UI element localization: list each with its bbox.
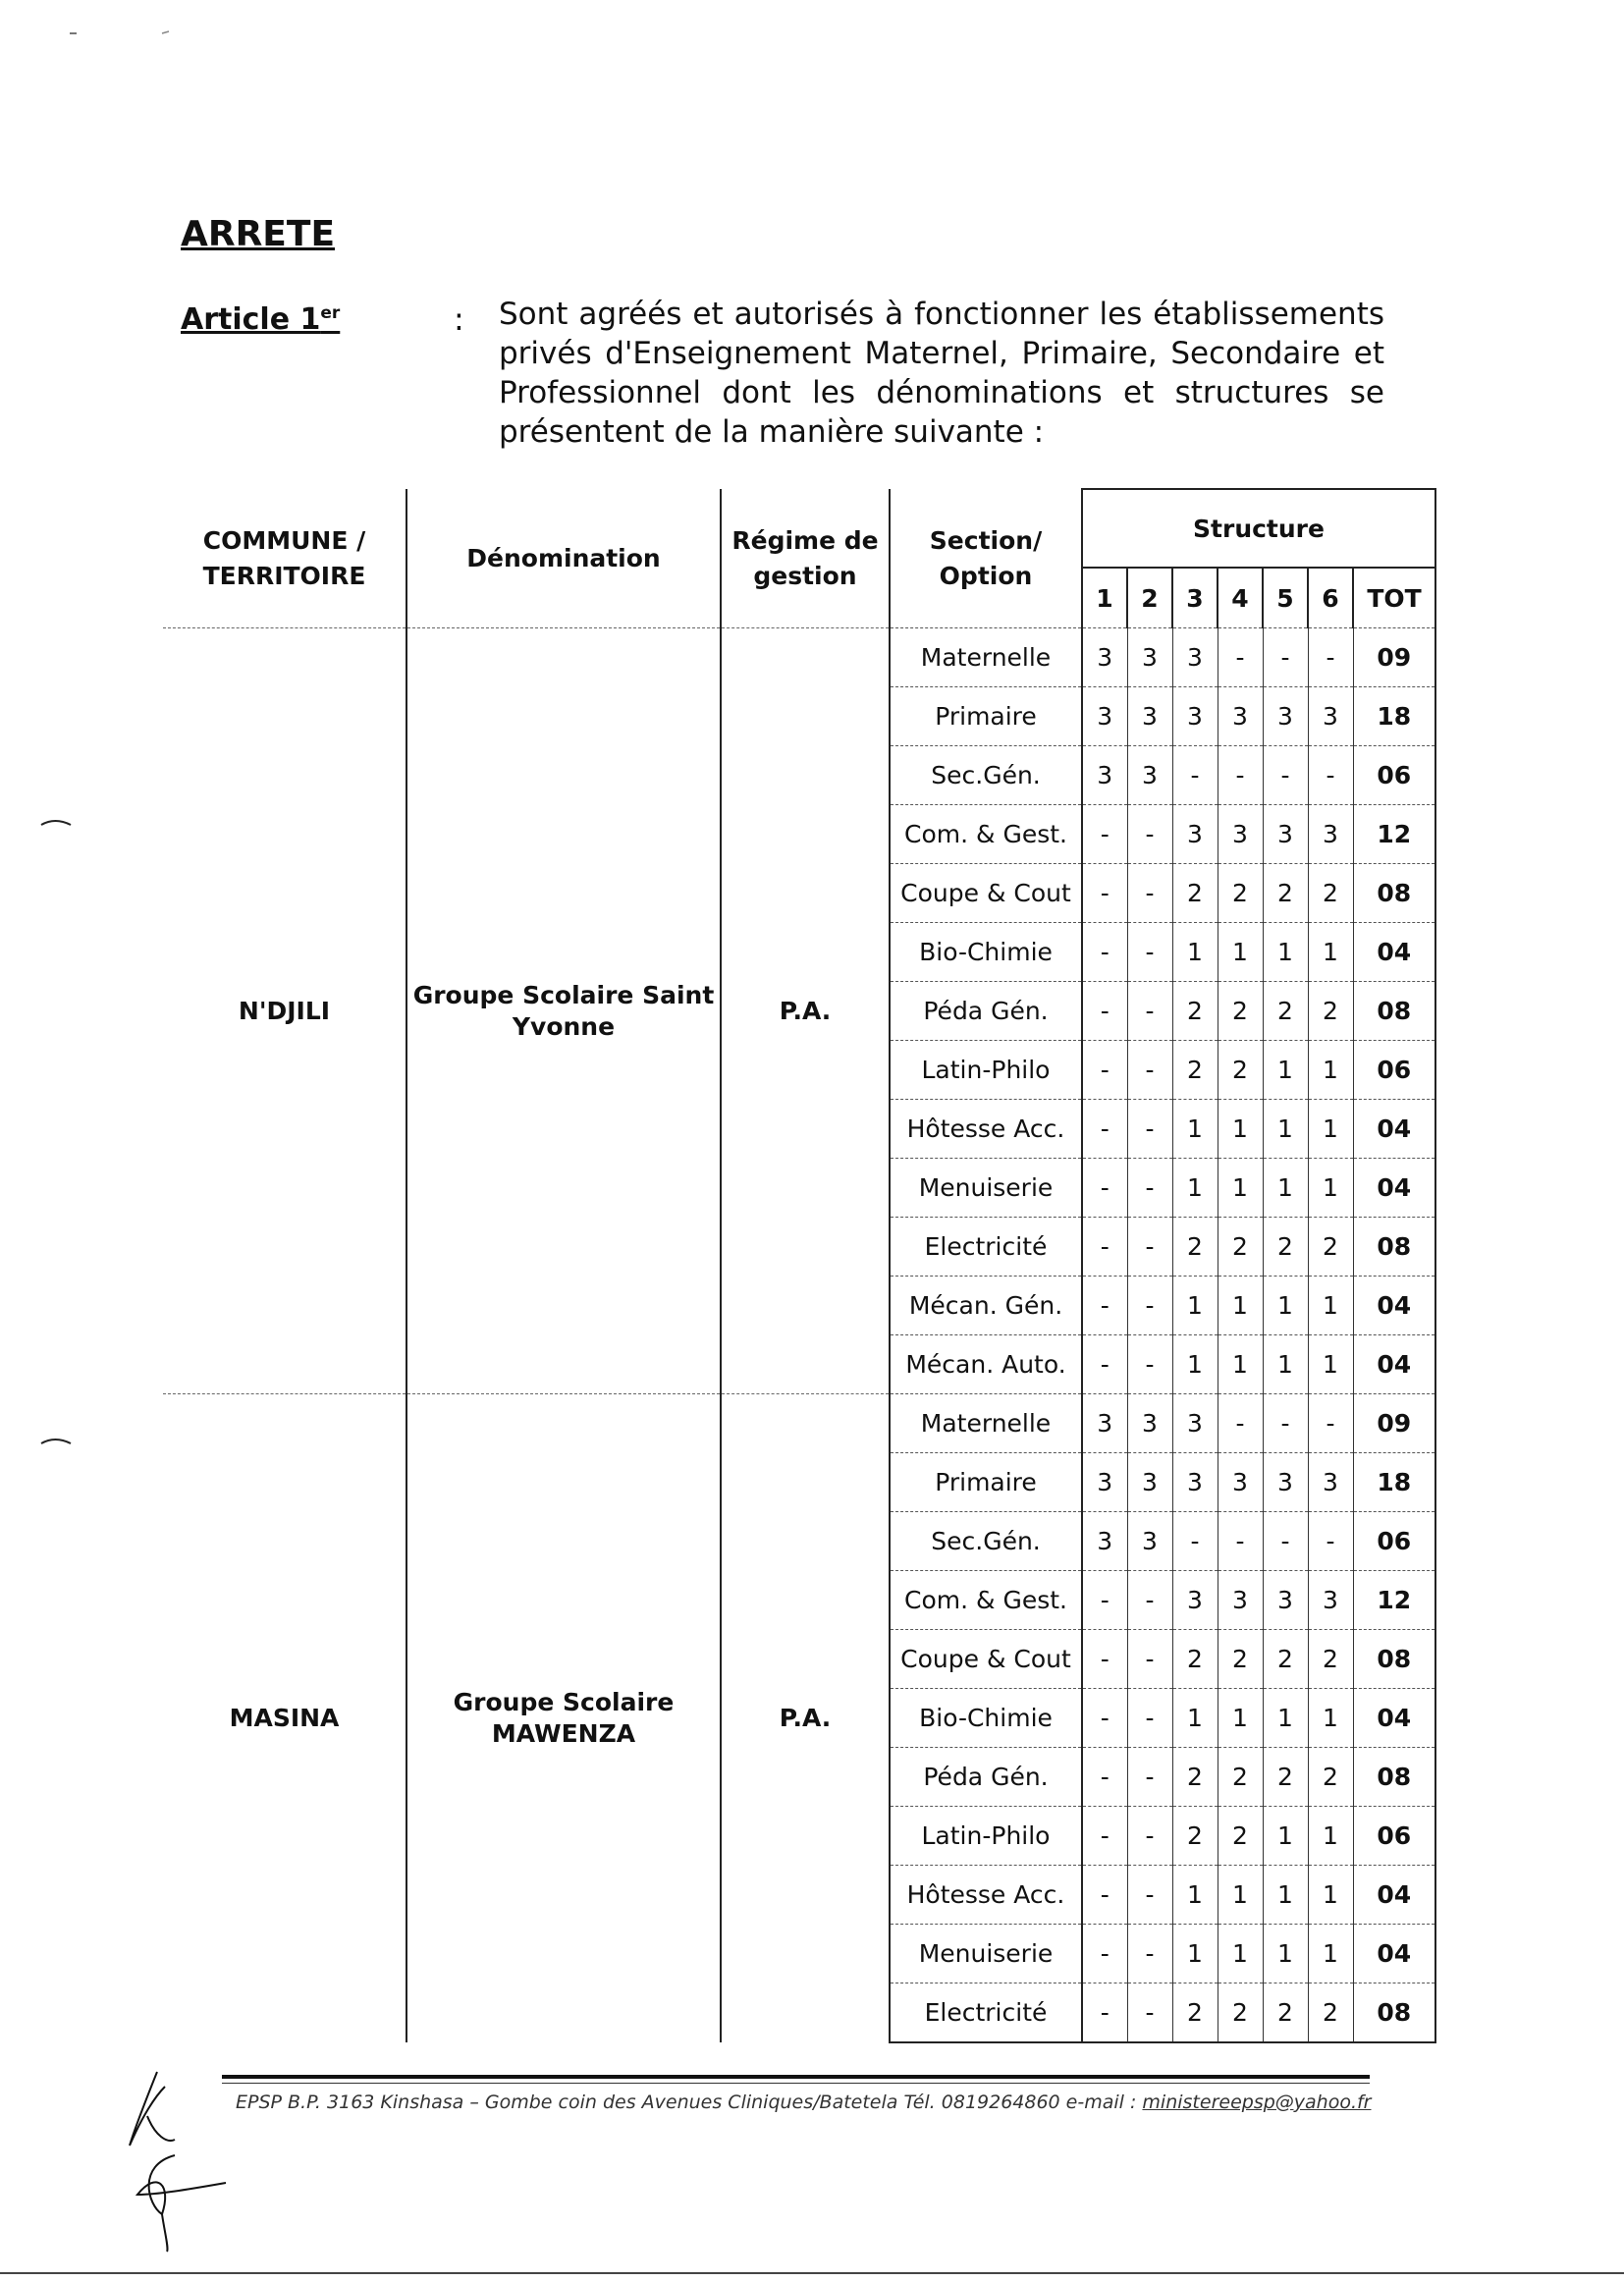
footer-rule [222,2075,1370,2079]
total-cell: 08 [1353,864,1435,923]
level-cell: 2 [1172,1983,1218,2042]
level-cell: - [1127,1277,1172,1335]
level-cell: 1 [1263,1866,1308,1925]
section-cell: Bio-Chimie [890,923,1082,982]
scan-mark-icon [39,1434,75,1447]
footer-rule-thin [222,2083,1370,2084]
total-cell: 06 [1353,746,1435,805]
level-cell: 2 [1263,1748,1308,1807]
level-cell: - [1127,1689,1172,1748]
header-level-2: 2 [1127,568,1172,628]
level-cell: - [1263,628,1308,687]
level-cell: 1 [1308,1335,1353,1394]
level-cell: 3 [1127,746,1172,805]
level-cell: 2 [1308,1630,1353,1689]
level-cell: 2 [1308,1983,1353,2042]
denomination-cell: Groupe Scolaire MAWENZA [406,1394,721,2042]
level-cell: 1 [1218,1689,1263,1748]
level-cell: 2 [1263,1983,1308,2042]
level-cell: 3 [1263,687,1308,746]
scan-speck-icon [161,29,173,37]
level-cell: 1 [1263,1277,1308,1335]
level-cell: 1 [1172,1689,1218,1748]
header-level-1: 1 [1082,568,1127,628]
level-cell: - [1082,1748,1127,1807]
page-bottom-rule [0,2272,1624,2274]
section-cell: Primaire [890,1453,1082,1512]
header-denomination: Dénomination [406,489,721,628]
section-cell: Mécan. Auto. [890,1335,1082,1394]
commune-cell: N'DJILI [163,628,406,1394]
section-cell: Electricité [890,1218,1082,1277]
level-cell: 2 [1218,1218,1263,1277]
level-cell: 3 [1172,687,1218,746]
section-cell: Mécan. Gén. [890,1277,1082,1335]
level-cell: - [1127,1100,1172,1159]
section-cell: Maternelle [890,1394,1082,1453]
section-cell: Menuiserie [890,1159,1082,1218]
level-cell: 3 [1127,1453,1172,1512]
level-cell: - [1082,923,1127,982]
level-cell: 3 [1308,1571,1353,1630]
level-cell: - [1082,982,1127,1041]
level-cell: 1 [1172,1277,1218,1335]
article-separator: : [454,300,464,338]
level-cell: 2 [1218,864,1263,923]
footer-email-link[interactable]: ministereepsp@yahoo.fr [1142,2092,1372,2113]
level-cell: - [1082,1571,1127,1630]
level-cell: - [1263,1512,1308,1571]
level-cell: 1 [1172,1925,1218,1983]
level-cell: 1 [1172,923,1218,982]
level-cell: 3 [1172,1571,1218,1630]
level-cell: - [1172,1512,1218,1571]
section-cell: Sec.Gén. [890,746,1082,805]
level-cell: - [1127,1748,1172,1807]
level-cell: 2 [1172,1807,1218,1866]
level-cell: 2 [1218,1630,1263,1689]
header-level-6: 6 [1308,568,1353,628]
level-cell: - [1263,746,1308,805]
section-cell: Coupe & Cout [890,1630,1082,1689]
total-cell: 04 [1353,1159,1435,1218]
level-cell: 1 [1308,1807,1353,1866]
level-cell: 1 [1218,1335,1263,1394]
level-cell: 2 [1172,1630,1218,1689]
level-cell: 3 [1127,628,1172,687]
table-row [163,628,1435,687]
level-cell: - [1127,1866,1172,1925]
header-level-tot: TOT [1353,568,1435,628]
level-cell: 1 [1308,1866,1353,1925]
level-cell: 1 [1263,1159,1308,1218]
level-cell: 1 [1308,923,1353,982]
level-cell: 1 [1218,923,1263,982]
level-cell: 1 [1218,1159,1263,1218]
level-cell: 1 [1308,1925,1353,1983]
level-cell: 3 [1172,1394,1218,1453]
level-cell: 3 [1172,628,1218,687]
article-label [181,302,340,337]
regime-cell: P.A. [721,1394,890,2042]
level-cell: 2 [1172,1041,1218,1100]
level-cell: - [1127,864,1172,923]
level-cell: 1 [1308,1100,1353,1159]
section-cell: Péda Gén. [890,982,1082,1041]
level-cell: 2 [1263,1218,1308,1277]
total-cell: 18 [1353,1453,1435,1512]
article-label-text: Article 1 [181,302,321,337]
level-cell: 3 [1218,1453,1263,1512]
level-cell: 2 [1172,1748,1218,1807]
level-cell: 1 [1172,1335,1218,1394]
level-cell: - [1082,805,1127,864]
level-cell: 3 [1172,1453,1218,1512]
level-cell: 1 [1218,1277,1263,1335]
level-cell: 2 [1218,1041,1263,1100]
total-cell: 06 [1353,1512,1435,1571]
level-cell: - [1218,1512,1263,1571]
section-cell: Latin-Philo [890,1041,1082,1100]
section-cell: Com. & Gest. [890,805,1082,864]
total-cell: 04 [1353,1689,1435,1748]
level-cell: 3 [1082,746,1127,805]
header-section: Section/ Option [890,489,1082,628]
total-cell: 08 [1353,1748,1435,1807]
level-cell: - [1218,628,1263,687]
level-cell: - [1082,1630,1127,1689]
section-cell: Primaire [890,687,1082,746]
level-cell: 2 [1218,1983,1263,2042]
level-cell: 3 [1218,805,1263,864]
header-commune: COMMUNE / TERRITOIRE [163,489,406,628]
level-cell: - [1308,746,1353,805]
total-cell: 08 [1353,982,1435,1041]
level-cell: 1 [1308,1689,1353,1748]
level-cell: - [1127,805,1172,864]
level-cell: 2 [1263,864,1308,923]
level-cell: - [1082,1807,1127,1866]
level-cell: 2 [1172,1218,1218,1277]
header-level-4: 4 [1218,568,1263,628]
level-cell: - [1082,1041,1127,1100]
total-cell: 09 [1353,628,1435,687]
level-cell: - [1127,1807,1172,1866]
level-cell: - [1082,1866,1127,1925]
level-cell: - [1127,1925,1172,1983]
scan-speck-icon [69,29,81,37]
section-cell: Com. & Gest. [890,1571,1082,1630]
level-cell: 2 [1263,1630,1308,1689]
level-cell: - [1308,628,1353,687]
article-label-sup: er [320,303,341,323]
total-cell: 04 [1353,1925,1435,1983]
level-cell: - [1218,1394,1263,1453]
total-cell: 04 [1353,1277,1435,1335]
scan-mark-icon [39,817,75,831]
section-cell: Menuiserie [890,1925,1082,1983]
level-cell: - [1127,1630,1172,1689]
level-cell: - [1263,1394,1308,1453]
level-cell: 3 [1263,805,1308,864]
section-cell: Hôtesse Acc. [890,1100,1082,1159]
level-cell: 2 [1218,1807,1263,1866]
level-cell: 1 [1308,1041,1353,1100]
level-cell: 1 [1263,1807,1308,1866]
level-cell: 3 [1082,687,1127,746]
total-cell: 09 [1353,1394,1435,1453]
level-cell: 2 [1218,982,1263,1041]
level-cell: 3 [1218,1571,1263,1630]
level-cell: 3 [1218,687,1263,746]
level-cell: - [1082,1100,1127,1159]
level-cell: 2 [1263,982,1308,1041]
level-cell: 3 [1263,1453,1308,1512]
total-cell: 04 [1353,923,1435,982]
level-cell: - [1218,746,1263,805]
header-level-3: 3 [1172,568,1218,628]
header-regime: Régime de gestion [721,489,890,628]
level-cell: - [1082,1335,1127,1394]
level-cell: - [1082,1983,1127,2042]
level-cell: - [1127,982,1172,1041]
denomination-cell: Groupe Scolaire Saint Yvonne [406,628,721,1394]
level-cell: 3 [1263,1571,1308,1630]
header-structure: Structure [1082,489,1435,568]
level-cell: 3 [1308,1453,1353,1512]
level-cell: 1 [1308,1159,1353,1218]
level-cell: 1 [1263,1100,1308,1159]
level-cell: - [1082,1159,1127,1218]
level-cell: 2 [1172,864,1218,923]
level-cell: 3 [1082,1394,1127,1453]
total-cell: 12 [1353,805,1435,864]
section-cell: Péda Gén. [890,1748,1082,1807]
total-cell: 12 [1353,1571,1435,1630]
level-cell: 3 [1172,805,1218,864]
handwritten-signature-icon [118,2057,255,2254]
level-cell: 3 [1082,1453,1127,1512]
level-cell: - [1082,1689,1127,1748]
level-cell: 2 [1308,864,1353,923]
page-heading: ARRETE [181,214,336,254]
total-cell: 08 [1353,1983,1435,2042]
level-cell: 1 [1263,1689,1308,1748]
total-cell: 08 [1353,1630,1435,1689]
level-cell: - [1082,1277,1127,1335]
total-cell: 08 [1353,1218,1435,1277]
commune-cell: MASINA [163,1394,406,2042]
total-cell: 04 [1353,1100,1435,1159]
section-cell: Electricité [890,1983,1082,2042]
level-cell: - [1127,1218,1172,1277]
level-cell: 1 [1263,1925,1308,1983]
level-cell: 3 [1127,687,1172,746]
level-cell: 1 [1308,1277,1353,1335]
level-cell: 3 [1308,687,1353,746]
level-cell: - [1127,1335,1172,1394]
level-cell: 1 [1218,1925,1263,1983]
level-cell: 1 [1263,1335,1308,1394]
level-cell: - [1082,864,1127,923]
level-cell: 2 [1218,1748,1263,1807]
table-row [163,1394,1435,1453]
regime-cell: P.A. [721,628,890,1394]
level-cell: - [1127,1159,1172,1218]
level-cell: 1 [1172,1159,1218,1218]
level-cell: 3 [1308,805,1353,864]
section-cell: Coupe & Cout [890,864,1082,923]
level-cell: 3 [1127,1512,1172,1571]
section-cell: Latin-Philo [890,1807,1082,1866]
level-cell: - [1127,1041,1172,1100]
level-cell: 2 [1308,982,1353,1041]
structure-table-body [163,628,1435,2042]
total-cell: 04 [1353,1866,1435,1925]
level-cell: - [1127,923,1172,982]
level-cell: 3 [1127,1394,1172,1453]
level-cell: 1 [1263,923,1308,982]
article-text: Sont agréés et autorisés à fonctionner les établissements privés d'Enseignement Maternel, Primaire, Secondaire et Professionnel dont les dénominations et structures se présentent de la manière suivante : [499,297,1384,450]
total-cell: 18 [1353,687,1435,746]
level-cell: 3 [1082,628,1127,687]
level-cell: 1 [1172,1866,1218,1925]
section-cell: Sec.Gén. [890,1512,1082,1571]
level-cell: 1 [1172,1100,1218,1159]
level-cell: - [1127,1571,1172,1630]
level-cell: - [1308,1512,1353,1571]
structure-table [163,488,1436,2043]
level-cell: - [1172,746,1218,805]
level-cell: - [1082,1925,1127,1983]
level-cell: 2 [1172,982,1218,1041]
level-cell: 2 [1308,1748,1353,1807]
level-cell: 2 [1308,1218,1353,1277]
footer-address-text: EPSP B.P. 3163 Kinshasa – Gombe coin des Avenues Cliniques/Batetela Tél. 0819264860 e-mail : [236,2092,1143,2113]
level-cell: 1 [1218,1100,1263,1159]
level-cell: 1 [1263,1041,1308,1100]
level-cell: - [1082,1218,1127,1277]
total-cell: 06 [1353,1807,1435,1866]
level-cell: 1 [1218,1866,1263,1925]
section-cell: Bio-Chimie [890,1689,1082,1748]
section-cell: Hôtesse Acc. [890,1866,1082,1925]
level-cell: - [1308,1394,1353,1453]
footer-address [236,2092,1372,2113]
total-cell: 04 [1353,1335,1435,1394]
level-cell: 3 [1082,1512,1127,1571]
section-cell: Maternelle [890,628,1082,687]
total-cell: 06 [1353,1041,1435,1100]
header-level-5: 5 [1263,568,1308,628]
level-cell: - [1127,1983,1172,2042]
